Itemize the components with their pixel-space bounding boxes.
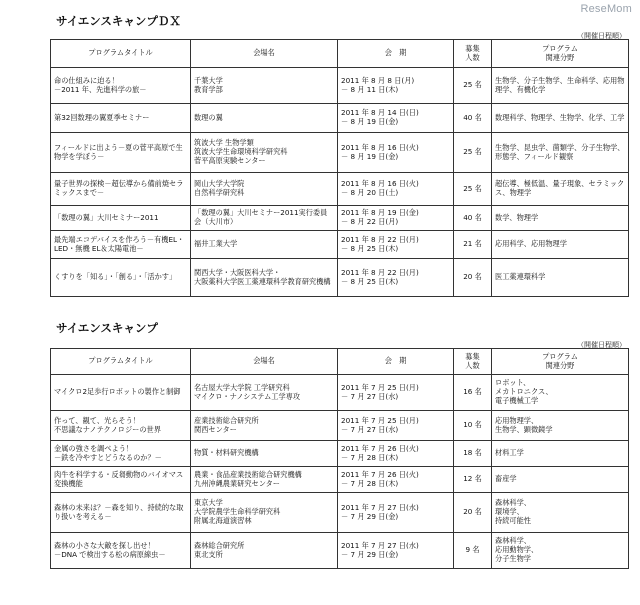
- venue-cell: 福井工業大学: [191, 231, 338, 259]
- count-cell: 20 名: [454, 259, 492, 297]
- venue-cell: 森林総合研究所 東北支所: [191, 533, 338, 569]
- field-cell: 応用科学、応用物理学: [492, 231, 629, 259]
- count-cell: 25 名: [454, 68, 492, 104]
- period-cell: 2011 年 8 月 22 日(月) － 8 月 25 日(木): [338, 259, 454, 297]
- table-row: [51, 173, 629, 206]
- count-cell: 10 名: [454, 411, 492, 441]
- header-count: 募集 人数: [454, 349, 492, 375]
- program-title-cell: 「数理の翼」大川セミナー2011: [51, 206, 191, 231]
- period-cell: 2011 年 8 月 16 日(火) － 8 月 20 日(土): [338, 173, 454, 206]
- field-cell: 応用物理学、 生物学、顕微鏡学: [492, 411, 629, 441]
- venue-cell: 千葉大学 教育学部: [191, 68, 338, 104]
- program-title-cell: 最先端エコデバイスを作ろう－有機EL・LED・無機 EL＆太陽電池－: [51, 231, 191, 259]
- venue-cell: 数理の翼: [191, 104, 338, 133]
- header-venue: 会場名: [191, 40, 338, 68]
- header-period: 会 期: [338, 40, 454, 68]
- header-program-title: プログラムタイトル: [51, 40, 191, 68]
- venue-cell: 物質・材料研究機構: [191, 441, 338, 467]
- field-cell: 生物学、昆虫学、菌類学、分子生物学、形態学、フィールド観察: [492, 133, 629, 173]
- table-row: [51, 231, 629, 259]
- header-count: 募集 人数: [454, 40, 492, 68]
- venue-cell: 東京大学 大学院農学生命科学研究科 附属北海道演習林: [191, 493, 338, 533]
- period-cell: 2011 年 7 月 27 日(水) － 7 月 29 日(金): [338, 493, 454, 533]
- program-title-cell: 第32回数理の翼夏季セミナー: [51, 104, 191, 133]
- count-cell: 12 名: [454, 467, 492, 493]
- period-cell: 2011 年 7 月 26 日(火) － 7 月 28 日(木): [338, 441, 454, 467]
- schedule-order-note: （開催日程順）: [577, 32, 626, 40]
- program-title-cell: 量子世界の探検－超伝導から備前焼セラミックスまで－: [51, 173, 191, 206]
- table-row: [51, 133, 629, 173]
- count-cell: 40 名: [454, 104, 492, 133]
- count-cell: 18 名: [454, 441, 492, 467]
- table-row: [51, 375, 629, 411]
- count-cell: 40 名: [454, 206, 492, 231]
- period-cell: 2011 年 7 月 27 日(水) － 7 月 29 日(金): [338, 533, 454, 569]
- venue-cell: 農業・食品産業技術総合研究機構 九州沖縄農業研究センター: [191, 467, 338, 493]
- program-title-cell: 命の仕組みに迫る！ －2011 年、先進科学の旅－: [51, 68, 191, 104]
- field-cell: 森林科学、 環境学、 持続可能性: [492, 493, 629, 533]
- count-cell: 9 名: [454, 533, 492, 569]
- table-row: [51, 206, 629, 231]
- header-venue: 会場名: [191, 349, 338, 375]
- period-cell: 2011 年 7 月 25 日(月) － 7 月 27 日(水): [338, 411, 454, 441]
- table-row: [51, 467, 629, 493]
- program-title-cell: くすりを「知る」・「創る」・「活かす」: [51, 259, 191, 297]
- camp-table: [50, 348, 629, 569]
- schedule-order-note: （開催日程順）: [577, 341, 626, 349]
- venue-cell: 名古屋大学大学院 工学研究科 マイクロ・ナノシステム工学専攻: [191, 375, 338, 411]
- program-title-cell: 作って、観て、光らそう！ 不思議なナノテクノロジーの世界: [51, 411, 191, 441]
- field-cell: 数理科学、物理学、生物学、化学、工学: [492, 104, 629, 133]
- field-cell: 材料工学: [492, 441, 629, 467]
- table-row: [51, 533, 629, 569]
- period-cell: 2011 年 7 月 26 日(火) － 7 月 28 日(木): [338, 467, 454, 493]
- count-cell: 21 名: [454, 231, 492, 259]
- count-cell: 16 名: [454, 375, 492, 411]
- program-title-cell: マイクロ2足歩行ロボットの製作と制御: [51, 375, 191, 411]
- field-cell: 数学、物理学: [492, 206, 629, 231]
- section-title-camp: サイエンスキャンプ: [56, 321, 158, 335]
- period-cell: 2011 年 8 月 14 日(日) － 8 月 19 日(金): [338, 104, 454, 133]
- period-cell: 2011 年 7 月 25 日(月) － 7 月 27 日(水): [338, 375, 454, 411]
- table-header-row: [51, 349, 629, 375]
- count-cell: 25 名: [454, 173, 492, 206]
- venue-cell: 岡山大学大学院 自然科学研究科: [191, 173, 338, 206]
- program-title-cell: 森林の小さな大敵を探し出せ！ －DNA で検出する松の病原線虫－: [51, 533, 191, 569]
- program-title-cell: 森林の未来は？－森を知り、持続的な取り扱いを考える－: [51, 493, 191, 533]
- header-field: プログラム 関連分野: [492, 349, 629, 375]
- venue-cell: 筑波大学 生物学類 筑波大学生命環境科学研究科 菅平高原実験センター: [191, 133, 338, 173]
- period-cell: 2011 年 8 月 22 日(月) － 8 月 25 日(木): [338, 231, 454, 259]
- count-cell: 20 名: [454, 493, 492, 533]
- count-cell: 25 名: [454, 133, 492, 173]
- header-field: プログラム 関連分野: [492, 40, 629, 68]
- table-row: [51, 411, 629, 441]
- table-row: [51, 68, 629, 104]
- section-title-dx: サイエンスキャンプＤＸ: [56, 14, 181, 28]
- program-title-cell: 肉牛を科学する・反芻動物のバイオマス変換機能: [51, 467, 191, 493]
- header-program-title: プログラムタイトル: [51, 349, 191, 375]
- venue-cell: 産業技術総合研究所 関西センター: [191, 411, 338, 441]
- field-cell: 生物学、分子生物学、生命科学、応用物理学、有機化学: [492, 68, 629, 104]
- table-row: [51, 493, 629, 533]
- field-cell: 畜産学: [492, 467, 629, 493]
- venue-cell: 関西大学・大阪医科大学・ 大阪薬科大学医工薬連環科学教育研究機構: [191, 259, 338, 297]
- table-row: [51, 104, 629, 133]
- period-cell: 2011 年 8 月 16 日(火) － 8 月 19 日(金): [338, 133, 454, 173]
- field-cell: ロボット、 メカトロニクス、 電子機械工学: [492, 375, 629, 411]
- field-cell: 森林科学、 応用動物学、 分子生物学: [492, 533, 629, 569]
- table-header-row: [51, 40, 629, 68]
- table-row: [51, 441, 629, 467]
- period-cell: 2011 年 8 月 19 日(金) － 8 月 22 日(月): [338, 206, 454, 231]
- period-cell: 2011 年 8 月 8 日(月) － 8 月 11 日(木): [338, 68, 454, 104]
- program-title-cell: フィールドに出よう－夏の菅平高原で生物学を学ぼう－: [51, 133, 191, 173]
- venue-cell: 「数理の翼」大川セミナー2011実行委員会（大川市）: [191, 206, 338, 231]
- field-cell: 医工薬連環科学: [492, 259, 629, 297]
- table-row: [51, 259, 629, 297]
- watermark-logo: ReseMom: [580, 3, 632, 15]
- camp-dx-table: [50, 39, 629, 297]
- field-cell: 超伝導、極低温、量子現象、セラミックス、物理学: [492, 173, 629, 206]
- program-title-cell: 金属の強さを調べよう！ －鉄を冷やすとどうなるのか？－: [51, 441, 191, 467]
- header-period: 会 期: [338, 349, 454, 375]
